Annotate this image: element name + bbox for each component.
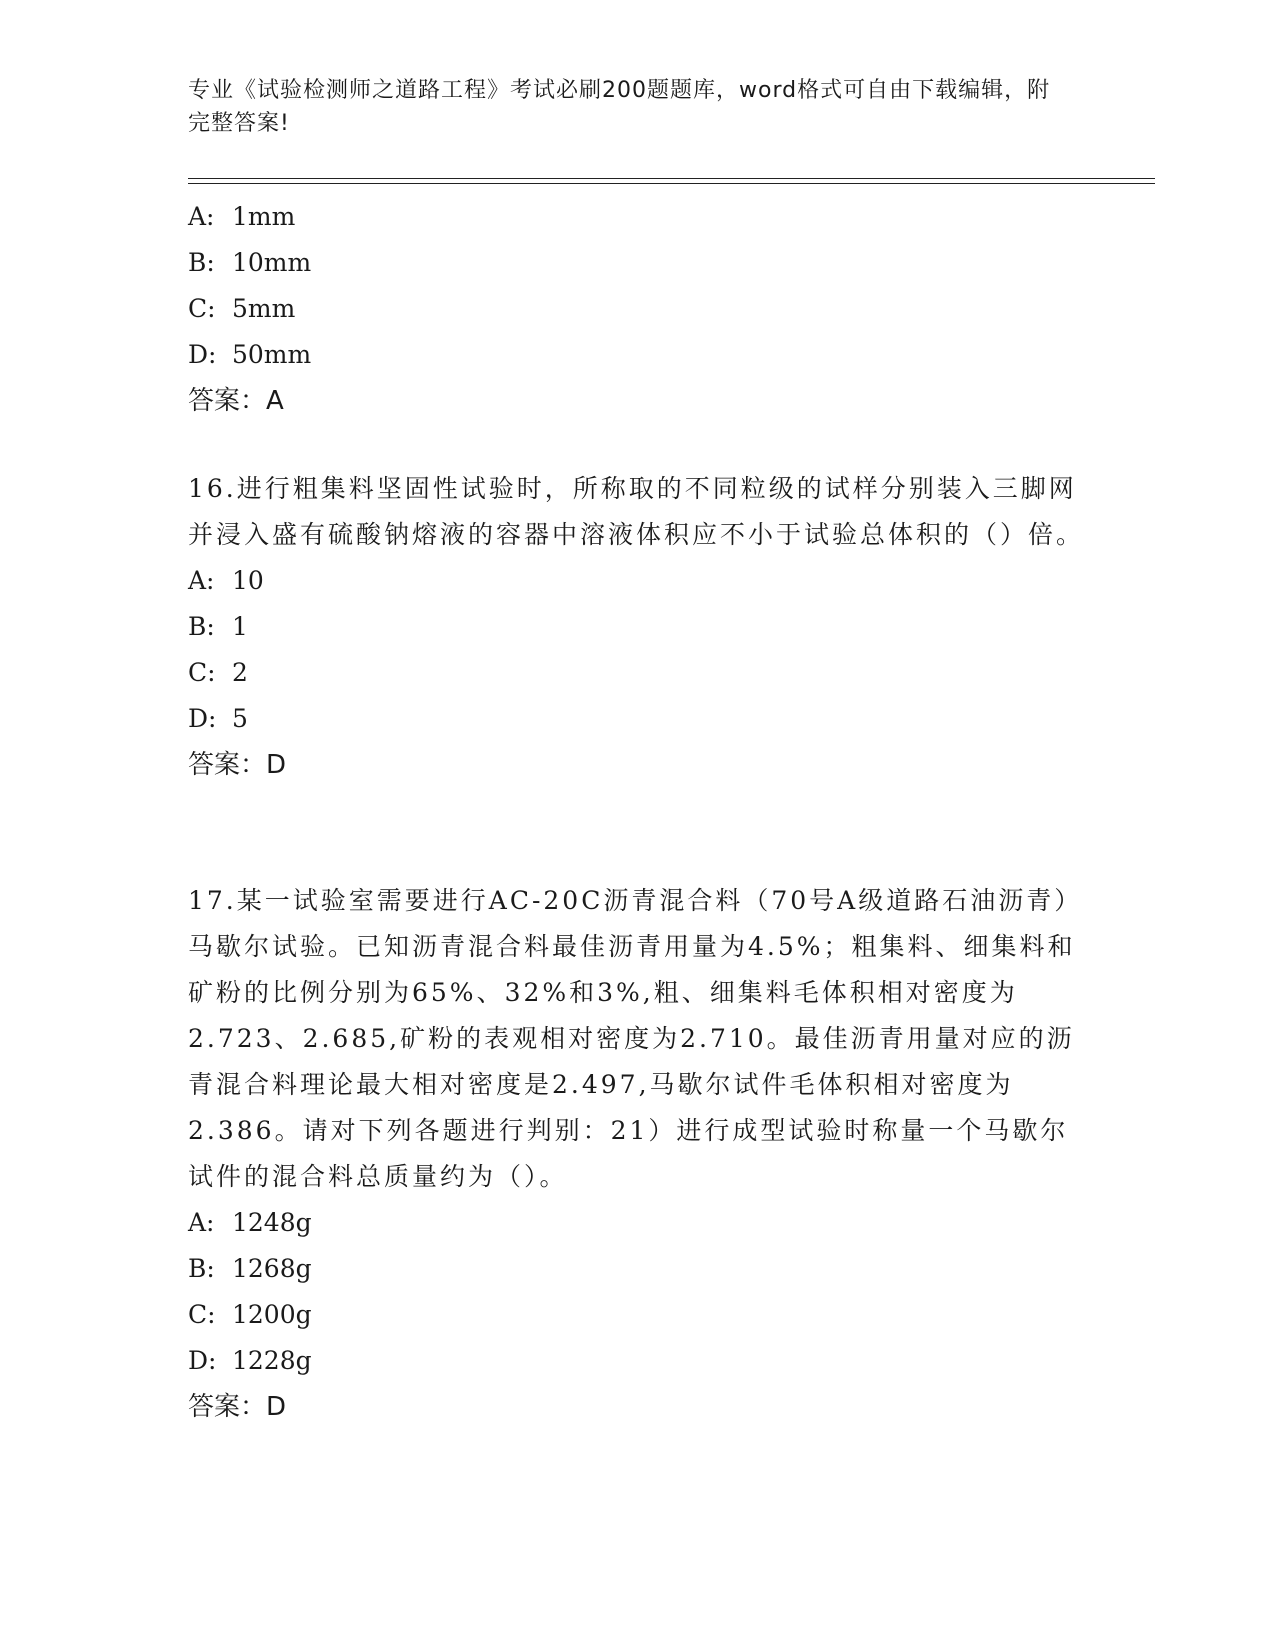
option-a — [188, 1200, 1088, 1246]
question-stem: 16.进行粗集料坚固性试验时，所称取的不同粒级的试样分别装入三脚网并浸入盛有硫酸钠熔液的容器中溶液体积应不小于试验总体积的（）倍。 — [188, 474, 1085, 549]
option-letter: D: — [188, 704, 217, 733]
option-letter: C: — [188, 658, 216, 687]
option-text: 5 — [232, 704, 248, 733]
option-text: 2 — [232, 658, 248, 687]
option-letter: B: — [188, 248, 215, 277]
header-divider-secondary — [188, 183, 1155, 184]
option-letter: A: — [188, 566, 215, 595]
option-a — [188, 194, 311, 240]
option-d — [188, 1338, 1088, 1384]
question-17 — [188, 878, 1088, 1430]
option-d — [188, 332, 311, 378]
option-text: 10mm — [232, 248, 312, 277]
option-d — [188, 696, 1088, 742]
option-letter: A: — [188, 202, 215, 231]
option-letter: A: — [188, 1208, 215, 1237]
option-b — [188, 240, 311, 286]
option-text: 1248g — [232, 1208, 312, 1237]
option-text: 1228g — [232, 1346, 312, 1375]
option-a — [188, 558, 1088, 604]
option-c — [188, 286, 311, 332]
option-text: 5mm — [232, 294, 296, 323]
option-letter: C: — [188, 1300, 216, 1329]
option-b — [188, 1246, 1088, 1292]
option-letter: C: — [188, 294, 216, 323]
option-text: 1268g — [232, 1254, 312, 1283]
option-letter: D: — [188, 1346, 217, 1375]
option-letter: D: — [188, 340, 217, 369]
option-c — [188, 650, 1088, 696]
option-text: 1 — [232, 612, 248, 641]
answer-line: 答案：D — [188, 750, 287, 780]
question-stem: 17.某一试验室需要进行AC-20C沥青混合料（70号A级道路石油沥青）马歇尔试验。已知沥青混合料最佳沥青用量为4.5%；粗集料、细集料和矿粉的比例分别为65%、32%和3%,粗、细集料毛体积相对密度为2.723、2.685,矿粉的表观相对密度为2.710。最佳沥青用量对应的沥青混合料理论最大相对密度是2.497,马歇尔试件毛体积相对密度为2.386。请对下列各题进行判别：21）进行成型试验时称量一个马歇尔试件的混合料总质量约为（）。 — [188, 886, 1083, 1191]
header-divider — [188, 178, 1155, 179]
document-header: 专业《试验检测师之道路工程》考试必刷200题题库，word格式可自由下载编辑，附完整答案! — [188, 78, 1051, 136]
option-letter: B: — [188, 612, 215, 641]
option-text: 1200g — [232, 1300, 312, 1329]
option-c — [188, 1292, 1088, 1338]
answer-line: 答案：A — [188, 386, 284, 416]
answer-line: 答案：D — [188, 1392, 287, 1422]
option-b — [188, 604, 1088, 650]
option-letter: B: — [188, 1254, 215, 1283]
option-text: 50mm — [232, 340, 312, 369]
previous-question-tail — [188, 194, 311, 424]
option-text: 10 — [232, 566, 264, 595]
option-text: 1mm — [232, 202, 296, 231]
question-16 — [188, 466, 1088, 788]
